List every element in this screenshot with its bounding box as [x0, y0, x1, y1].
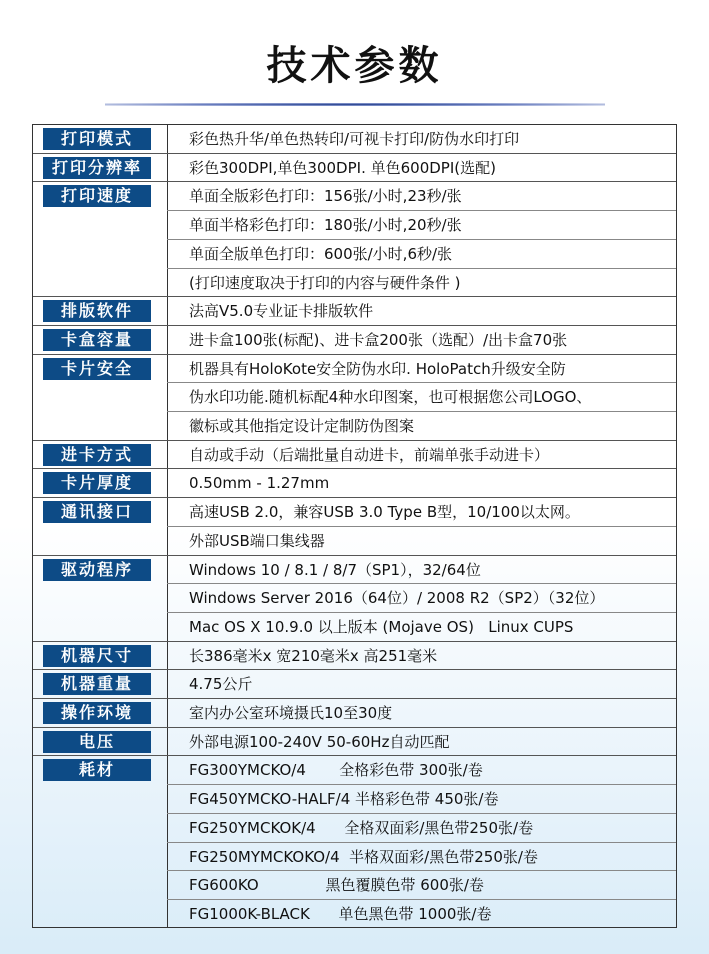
spec-value: 进卡盒100张(标配)、进卡盒200张（选配）/出卡盒70张	[189, 330, 568, 349]
spec-row	[33, 900, 676, 929]
spec-row	[33, 211, 676, 240]
spec-value: Windows Server 2016（64位）/ 2008 R2（SP2）（32位）	[189, 589, 605, 608]
spec-row	[33, 182, 676, 211]
spec-value: 机器具有HoloKote安全防伪水印. HoloPatch升级安全防	[189, 359, 566, 378]
spec-row	[33, 269, 676, 298]
spec-label: 打印速度	[43, 185, 151, 207]
spec-label: 驱动程序	[43, 559, 151, 581]
spec-row	[33, 527, 676, 556]
spec-row	[33, 383, 676, 412]
spec-value: FG600KO 黑色覆膜色带 600张/卷	[189, 876, 484, 895]
spec-label: 操作环境	[43, 702, 151, 724]
spec-row	[33, 613, 676, 642]
spec-row	[33, 642, 676, 671]
spec-value: FG450YMCKO-HALF/4 半格彩色带 450张/卷	[189, 790, 499, 809]
spec-value: 0.50mm - 1.27mm	[189, 474, 330, 493]
spec-table	[32, 124, 677, 928]
spec-value: (打印速度取决于打印的内容与硬件条件 )	[189, 273, 461, 292]
spec-value: 彩色300DPI,单色300DPI. 单色600DPI(选配)	[189, 158, 496, 177]
spec-row	[33, 326, 676, 355]
spec-value: 彩色热升华/单色热转印/可视卡打印/防伪水印打印	[189, 130, 520, 148]
spec-value: 单面半格彩色打印：180张/小时,20秒/张	[189, 216, 462, 235]
spec-value: 长386毫米x 宽210毫米x 高251毫米	[189, 646, 438, 665]
spec-value: 徽标或其他指定设计定制防伪图案	[189, 417, 415, 435]
spec-row	[33, 297, 676, 326]
spec-value: Mac OS X 10.9.0 以上版本 (Mojave OS) Linux CUPS	[189, 617, 574, 636]
title-divider	[105, 103, 605, 106]
page-title: 技术参数	[266, 43, 443, 89]
spec-row	[33, 756, 676, 785]
spec-value: 外部电源100-240V 50-60Hz自动匹配	[189, 732, 450, 751]
spec-row	[33, 441, 676, 470]
spec-value: 法高V5.0专业证卡排版软件	[189, 302, 374, 321]
spec-value: FG250YMCKOK/4 全格双面彩/黑色带250张/卷	[189, 818, 534, 837]
spec-value: 单面全版单色打印：600张/小时,6秒/张	[189, 244, 453, 263]
spec-row	[33, 154, 676, 183]
spec-row	[33, 125, 676, 154]
spec-row	[33, 412, 676, 441]
spec-label: 卡片厚度	[43, 472, 151, 494]
spec-label: 耗材	[43, 759, 151, 781]
spec-row	[33, 469, 676, 498]
spec-value: FG300YMCKO/4 全格彩色带 300张/卷	[189, 761, 483, 780]
spec-value: 伪水印功能.随机标配4种水印图案，也可根据您公司LOGO、	[189, 388, 592, 407]
spec-label: 进卡方式	[43, 444, 151, 466]
spec-value: 自动或手动（后端批量自动进卡，前端单张手动进卡）	[189, 445, 550, 464]
spec-row	[33, 785, 676, 814]
spec-value: 高速USB 2.0，兼容USB 3.0 Type B型，10/100以太网。	[189, 503, 580, 522]
spec-value: 4.75公斤	[189, 675, 253, 694]
spec-label: 打印分辨率	[43, 157, 151, 179]
spec-label: 排版软件	[43, 300, 151, 322]
spec-value: 单面全版彩色打印：156张/小时,23秒/张	[189, 187, 462, 206]
spec-label: 机器重量	[43, 673, 151, 695]
spec-value: FG250MYMCKOKO/4 半格双面彩/黑色带250张/卷	[189, 847, 538, 866]
spec-label: 电压	[43, 731, 151, 753]
spec-row	[33, 699, 676, 728]
spec-row	[33, 670, 676, 699]
spec-label: 通讯接口	[43, 501, 151, 523]
spec-value: 室内办公室环境摄氏10至30度	[189, 704, 393, 722]
spec-row	[33, 240, 676, 269]
spec-label: 卡盒容量	[43, 329, 151, 351]
spec-row	[33, 584, 676, 613]
spec-row	[33, 498, 676, 527]
spec-value: 外部USB端口集线器	[189, 531, 325, 550]
spec-row	[33, 843, 676, 872]
spec-row	[33, 814, 676, 843]
spec-label: 机器尺寸	[43, 645, 151, 667]
spec-label: 卡片安全	[43, 358, 151, 380]
spec-value: Windows 10 / 8.1 / 8/7（SP1），32/64位	[189, 560, 481, 579]
spec-row	[33, 355, 676, 384]
spec-value: FG1000K-BLACK 单色黑色带 1000张/卷	[189, 904, 492, 923]
spec-label: 打印模式	[43, 128, 151, 150]
spec-row	[33, 556, 676, 585]
spec-row	[33, 871, 676, 900]
spec-row	[33, 728, 676, 757]
